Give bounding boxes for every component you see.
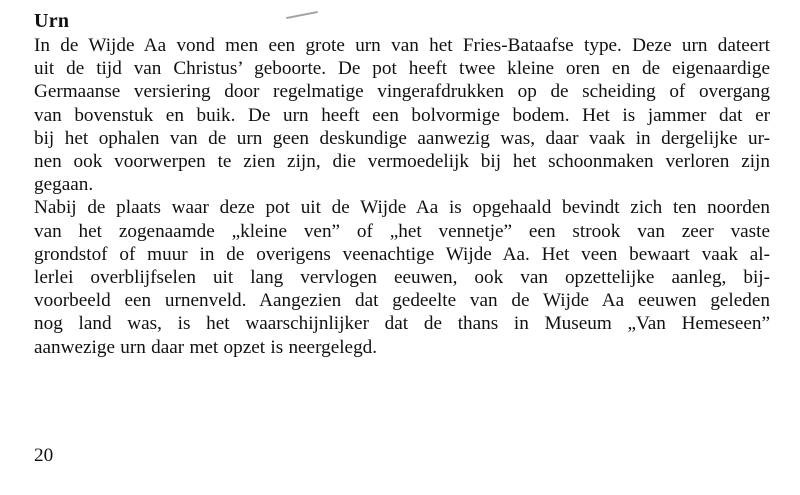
text-line: In de Wijde Aa vond men een grote urn van het Fries-Bataafse type. Deze urn dateert [34, 35, 770, 56]
text-line: gegaan. [34, 174, 94, 196]
text-line: voorbeeld een urnenveld. Aangezien dat gedeelte van de Wijde Aa eeuwen geleden [34, 290, 770, 312]
text-line: bij het ophalen van de urn geen deskundige aanwezig was, daar vaak in dergelijke ur- [34, 127, 770, 149]
text-line: nog land was, is het waarschijnlijker dat de thans in Museum „Van Hemeseen” [34, 313, 770, 335]
text-line: van het zogenaamde „kleine ven” of „het vennetje” een strook van zeer vaste [34, 220, 770, 242]
text-line: Germaanse versiering door regelmatige vingerafdrukken op de scheiding of overgang [34, 81, 770, 103]
page-number: 20 [34, 445, 54, 466]
text-line: nen ook voorwerpen te zien zijn, die vermoedelijk bij het schoonmaken verloren zijn [34, 151, 770, 173]
pencil-mark [286, 11, 318, 19]
text-line: lerlei overblijfselen uit lang vervlogen eeuwen, ook van opzettelijke aanleg, bij- [34, 267, 770, 289]
text-line: grondstof of muur in de overigens veenachtige Wijde Aa. Het veen bewaart vaak al- [34, 243, 770, 265]
text-line: uit de tijd van Christus’ geboorte. De pot heeft twee kleine oren en de eigenaardige [34, 58, 770, 80]
body-text [34, 34, 770, 359]
text-line: Nabij de plaats waar deze pot uit de Wijde Aa is opgehaald bevindt zich ten noorden [34, 197, 770, 219]
text-line: van bovenstuk en buik. De urn heeft een bolvormige bodem. Het is jammer dat er [34, 104, 770, 126]
text-line: aanwezige urn daar met opzet is neergelegd. [34, 336, 378, 358]
section-heading: Urn [34, 10, 70, 32]
